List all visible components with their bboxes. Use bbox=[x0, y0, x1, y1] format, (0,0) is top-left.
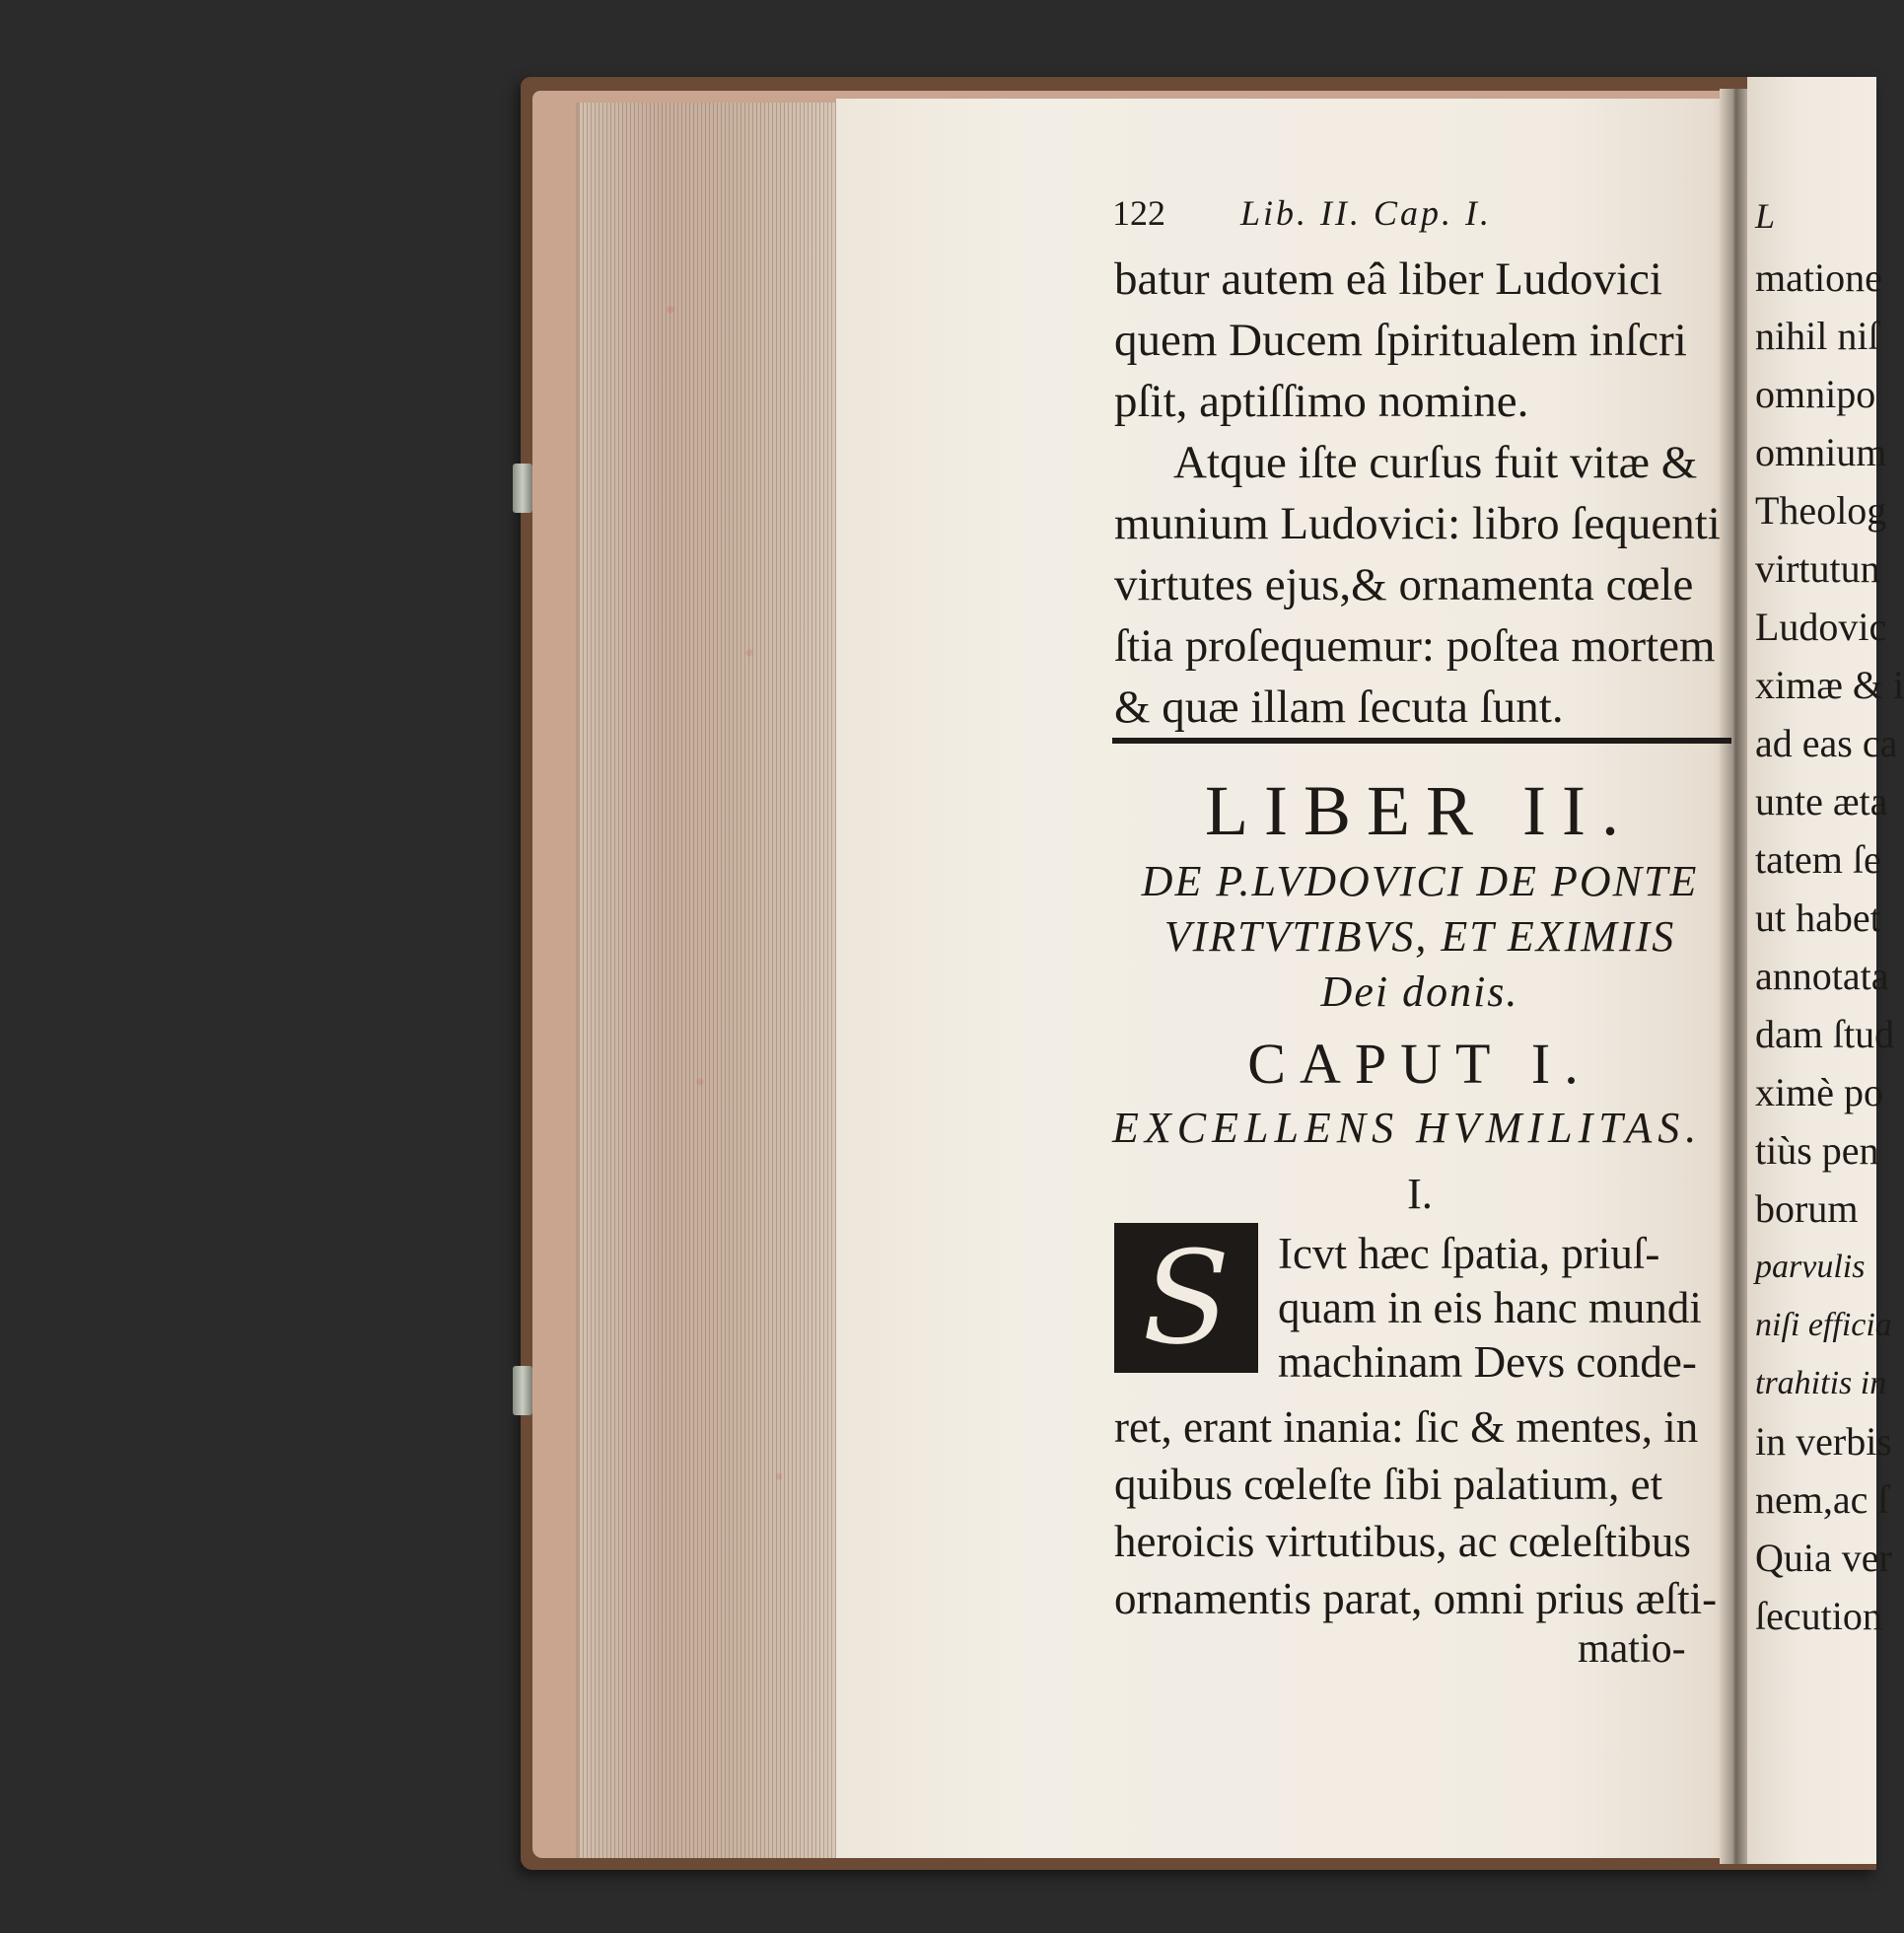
text-line: omnipo bbox=[1755, 372, 1876, 416]
subtitle-line: VIRTVTIBVS, ET EXIMIIS bbox=[1164, 912, 1676, 961]
text-line: Quia ver bbox=[1755, 1536, 1892, 1580]
text-line: virtutes ejus,& ornamenta cœle bbox=[1114, 559, 1694, 610]
text-line: parvulis bbox=[1755, 1249, 1866, 1285]
section-title: EXCELLENS HVMILITAS. bbox=[1112, 1104, 1703, 1152]
section-number: I. bbox=[1407, 1170, 1433, 1218]
text-line: niſi efficia bbox=[1755, 1307, 1892, 1343]
text-line: Theolog bbox=[1755, 488, 1887, 533]
text-line: Icvt hæc ſpatia, priuſ- bbox=[1278, 1229, 1660, 1278]
text-line: pſit, aptiſſimo nomine. bbox=[1114, 376, 1529, 427]
subtitle-line: Dei donis. bbox=[1320, 967, 1519, 1016]
right-page-text bbox=[1755, 249, 1904, 1645]
text-line: ſtia proſequemur: poſtea mortem bbox=[1114, 620, 1716, 672]
text-line: ximæ & i bbox=[1755, 663, 1904, 707]
text-line: dam ſtud bbox=[1755, 1012, 1895, 1056]
text-line: heroicis virtutibus, ac cœleſtibus bbox=[1114, 1517, 1691, 1566]
text-line: ſecution bbox=[1755, 1594, 1882, 1638]
chapter-heading: CAPUT I. bbox=[1247, 1032, 1592, 1096]
text-line: nihil niſ bbox=[1755, 314, 1879, 358]
text-line: batur autem eâ liber Ludovici bbox=[1114, 253, 1662, 305]
subtitle-line: DE P.LVDOVICI DE PONTE bbox=[1141, 857, 1699, 905]
text-line: ad eas ca bbox=[1755, 721, 1898, 765]
body-text-bottom bbox=[1114, 1398, 1745, 1627]
text-line: in verbis bbox=[1755, 1419, 1892, 1464]
text-line: quibus cœleſte ſibi palatium, et bbox=[1114, 1460, 1663, 1509]
text-line: quam in eis hanc mundi bbox=[1278, 1283, 1702, 1332]
decorated-initial: S bbox=[1114, 1223, 1258, 1373]
text-line: Atque iſte curſus fuit vitæ & bbox=[1173, 437, 1698, 488]
text-line: tatem ſe bbox=[1755, 837, 1881, 882]
text-line: ximè po bbox=[1755, 1070, 1883, 1114]
running-header bbox=[1112, 192, 1704, 232]
catchword: matio- bbox=[1578, 1626, 1686, 1672]
book-title: LIBER II. bbox=[1205, 771, 1635, 850]
text-line: tiùs pen bbox=[1755, 1128, 1879, 1173]
text-line: Ludovic bbox=[1755, 605, 1887, 649]
text-line: unte æta bbox=[1755, 779, 1888, 823]
page-number: 122 bbox=[1112, 193, 1165, 233]
text-line: & quæ illam ſecuta ſunt. bbox=[1114, 681, 1564, 733]
clasp-bottom bbox=[513, 1366, 532, 1415]
text-line: quem Ducem ſpiritualem inſcri bbox=[1114, 315, 1687, 366]
text-line: ret, erant inania: ſic & mentes, in bbox=[1114, 1402, 1699, 1452]
text-line: omnium bbox=[1755, 430, 1887, 474]
text-line: machinam Devs conde- bbox=[1278, 1337, 1697, 1387]
text-line: ut habet bbox=[1755, 895, 1881, 940]
text-line: annotata bbox=[1755, 954, 1889, 998]
right-running-head: L bbox=[1755, 196, 1776, 236]
text-line: virtutun bbox=[1755, 546, 1880, 591]
dropcap-paragraph bbox=[1278, 1227, 1751, 1390]
text-line: borum bbox=[1755, 1186, 1859, 1231]
running-head: Lib. II. Cap. I. bbox=[1240, 193, 1492, 233]
text-line: ornamentis parat, omni prius æſti- bbox=[1114, 1574, 1718, 1623]
clasp-top bbox=[513, 464, 532, 513]
text-line: nem,ac ſ bbox=[1755, 1477, 1889, 1522]
edge-speckle bbox=[631, 138, 828, 1854]
text-line: munium Ludovici: libro ſequenti bbox=[1114, 498, 1721, 549]
body-text-top bbox=[1114, 249, 1745, 738]
text-line: trahitis in bbox=[1755, 1365, 1887, 1401]
divider-rule bbox=[1112, 738, 1731, 744]
text-line: matione bbox=[1755, 255, 1882, 300]
